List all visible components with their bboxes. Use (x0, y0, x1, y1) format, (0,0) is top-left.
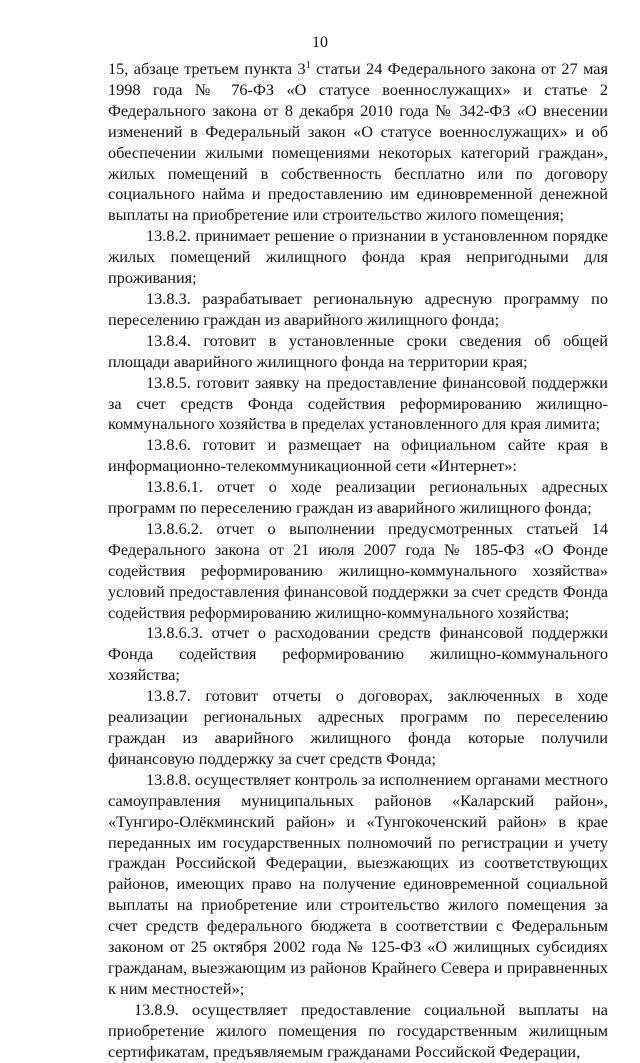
paragraph-13-8-4: 13.8.4. готовит в установленные сроки сведения об общей площади аварийного жилищного фонда на территории края; (108, 330, 608, 371)
paragraph-13-8-6-3: 13.8.6.3. отчет о расходовании средств финансовой поддержки Фонда содействия реформированию жилищно-коммунального хозяйства; (108, 623, 608, 685)
paragraph-13-8-6-1: 13.8.6.1. отчет о ходе реализации региональных адресных программ по переселению граждан из аварийного жилищного фонда; (108, 477, 608, 518)
paragraph-13-8-2: 13.8.2. принимает решение о признании в установленном порядке жилых помещений жилищного фонда края непригодными для проживания; (108, 226, 608, 288)
paragraph-13-8-6-2: 13.8.6.2. отчет о выполнении предусмотренных статьей 14 Федерального закона от 21 июля 2007 года № 185-ФЗ «О Фонде содействия реформированию жилищно-коммунального хозяйства» условий предоставления финансовой поддержки за счет средств Фонда содействия реформированию жилищно-коммунального хозяйства; (108, 518, 608, 622)
paragraph-13-8-5: 13.8.5. готовит заявку на предоставление финансовой поддержки за счет средств Фонда содействия реформированию жилищно-коммунального хозяйства в пределах установленного для края лимита; (108, 372, 608, 434)
paragraph-13-8-8: 13.8.8. осуществляет контроль за исполнением органами местного самоуправления муниципальных районов «Каларский район», «Тунгиро-Олёкминский район» и «Тунгокоченский район» в крае переданных им государственных полномочий по регистрации и учету граждан Российской Федерации, выезжающих из соответствующих районов, имеющих право на получение единовременной социальной выплаты на приобретение или строительство жилого помещения за счет средств федерального бюджета в соответствии с Федеральным законом от 25 октября 2002 года № 125-ФЗ «О жилищных субсидиях гражданам, выезжающим из районов Крайнего Севера и приравненных к ним местностей»; (108, 769, 608, 998)
paragraph-13-8-3: 13.8.3. разрабатывает региональную адресную программу по переселению граждан из аварийного жилищного фонда; (108, 288, 608, 329)
page-number: 10 (312, 34, 328, 51)
paragraph-13-8-6: 13.8.6. готовит и размещает на официальном сайте края в информационно-телекоммуникационной сети «Интернет»: (108, 435, 608, 476)
paragraph-text: 15, абзаце третьем пункта 3 (108, 59, 306, 78)
paragraph-text: статьи 24 Федерального закона от 27 мая 1998 года № 76-ФЗ «О статусе военнослужащих» и статье 2 Федерального закона от 8 декабря 2010 года № 342-ФЗ «О внесении изменений в Федеральный закон «О статусе военнослужащих» и об обеспечении жилыми помещениями некоторых категорий граждан», жилых помещений в собственность бесплатно или по договору социального найма и предоставлению им единовременной денежной выплаты на приобретение или строительство жилого помещения; (108, 59, 608, 225)
paragraph-13-8-7: 13.8.7. готовит отчеты о договорах, заключенных в ходе реализации региональных адресных программ по переселению граждан из аварийного жилищного фонда которые получили финансовую поддержку за счет средств Фонда; (108, 686, 608, 768)
document-body (108, 59, 608, 1063)
superscript: 1 (305, 60, 311, 71)
paragraph-13-8-9: 13.8.9. осуществляет предоставление социальной выплаты на приобретение жилого помещения по государственным жилищным сертификатам, предъявляемым гражданами Российской Федерации, (108, 999, 608, 1061)
paragraph-continuation (108, 59, 608, 226)
